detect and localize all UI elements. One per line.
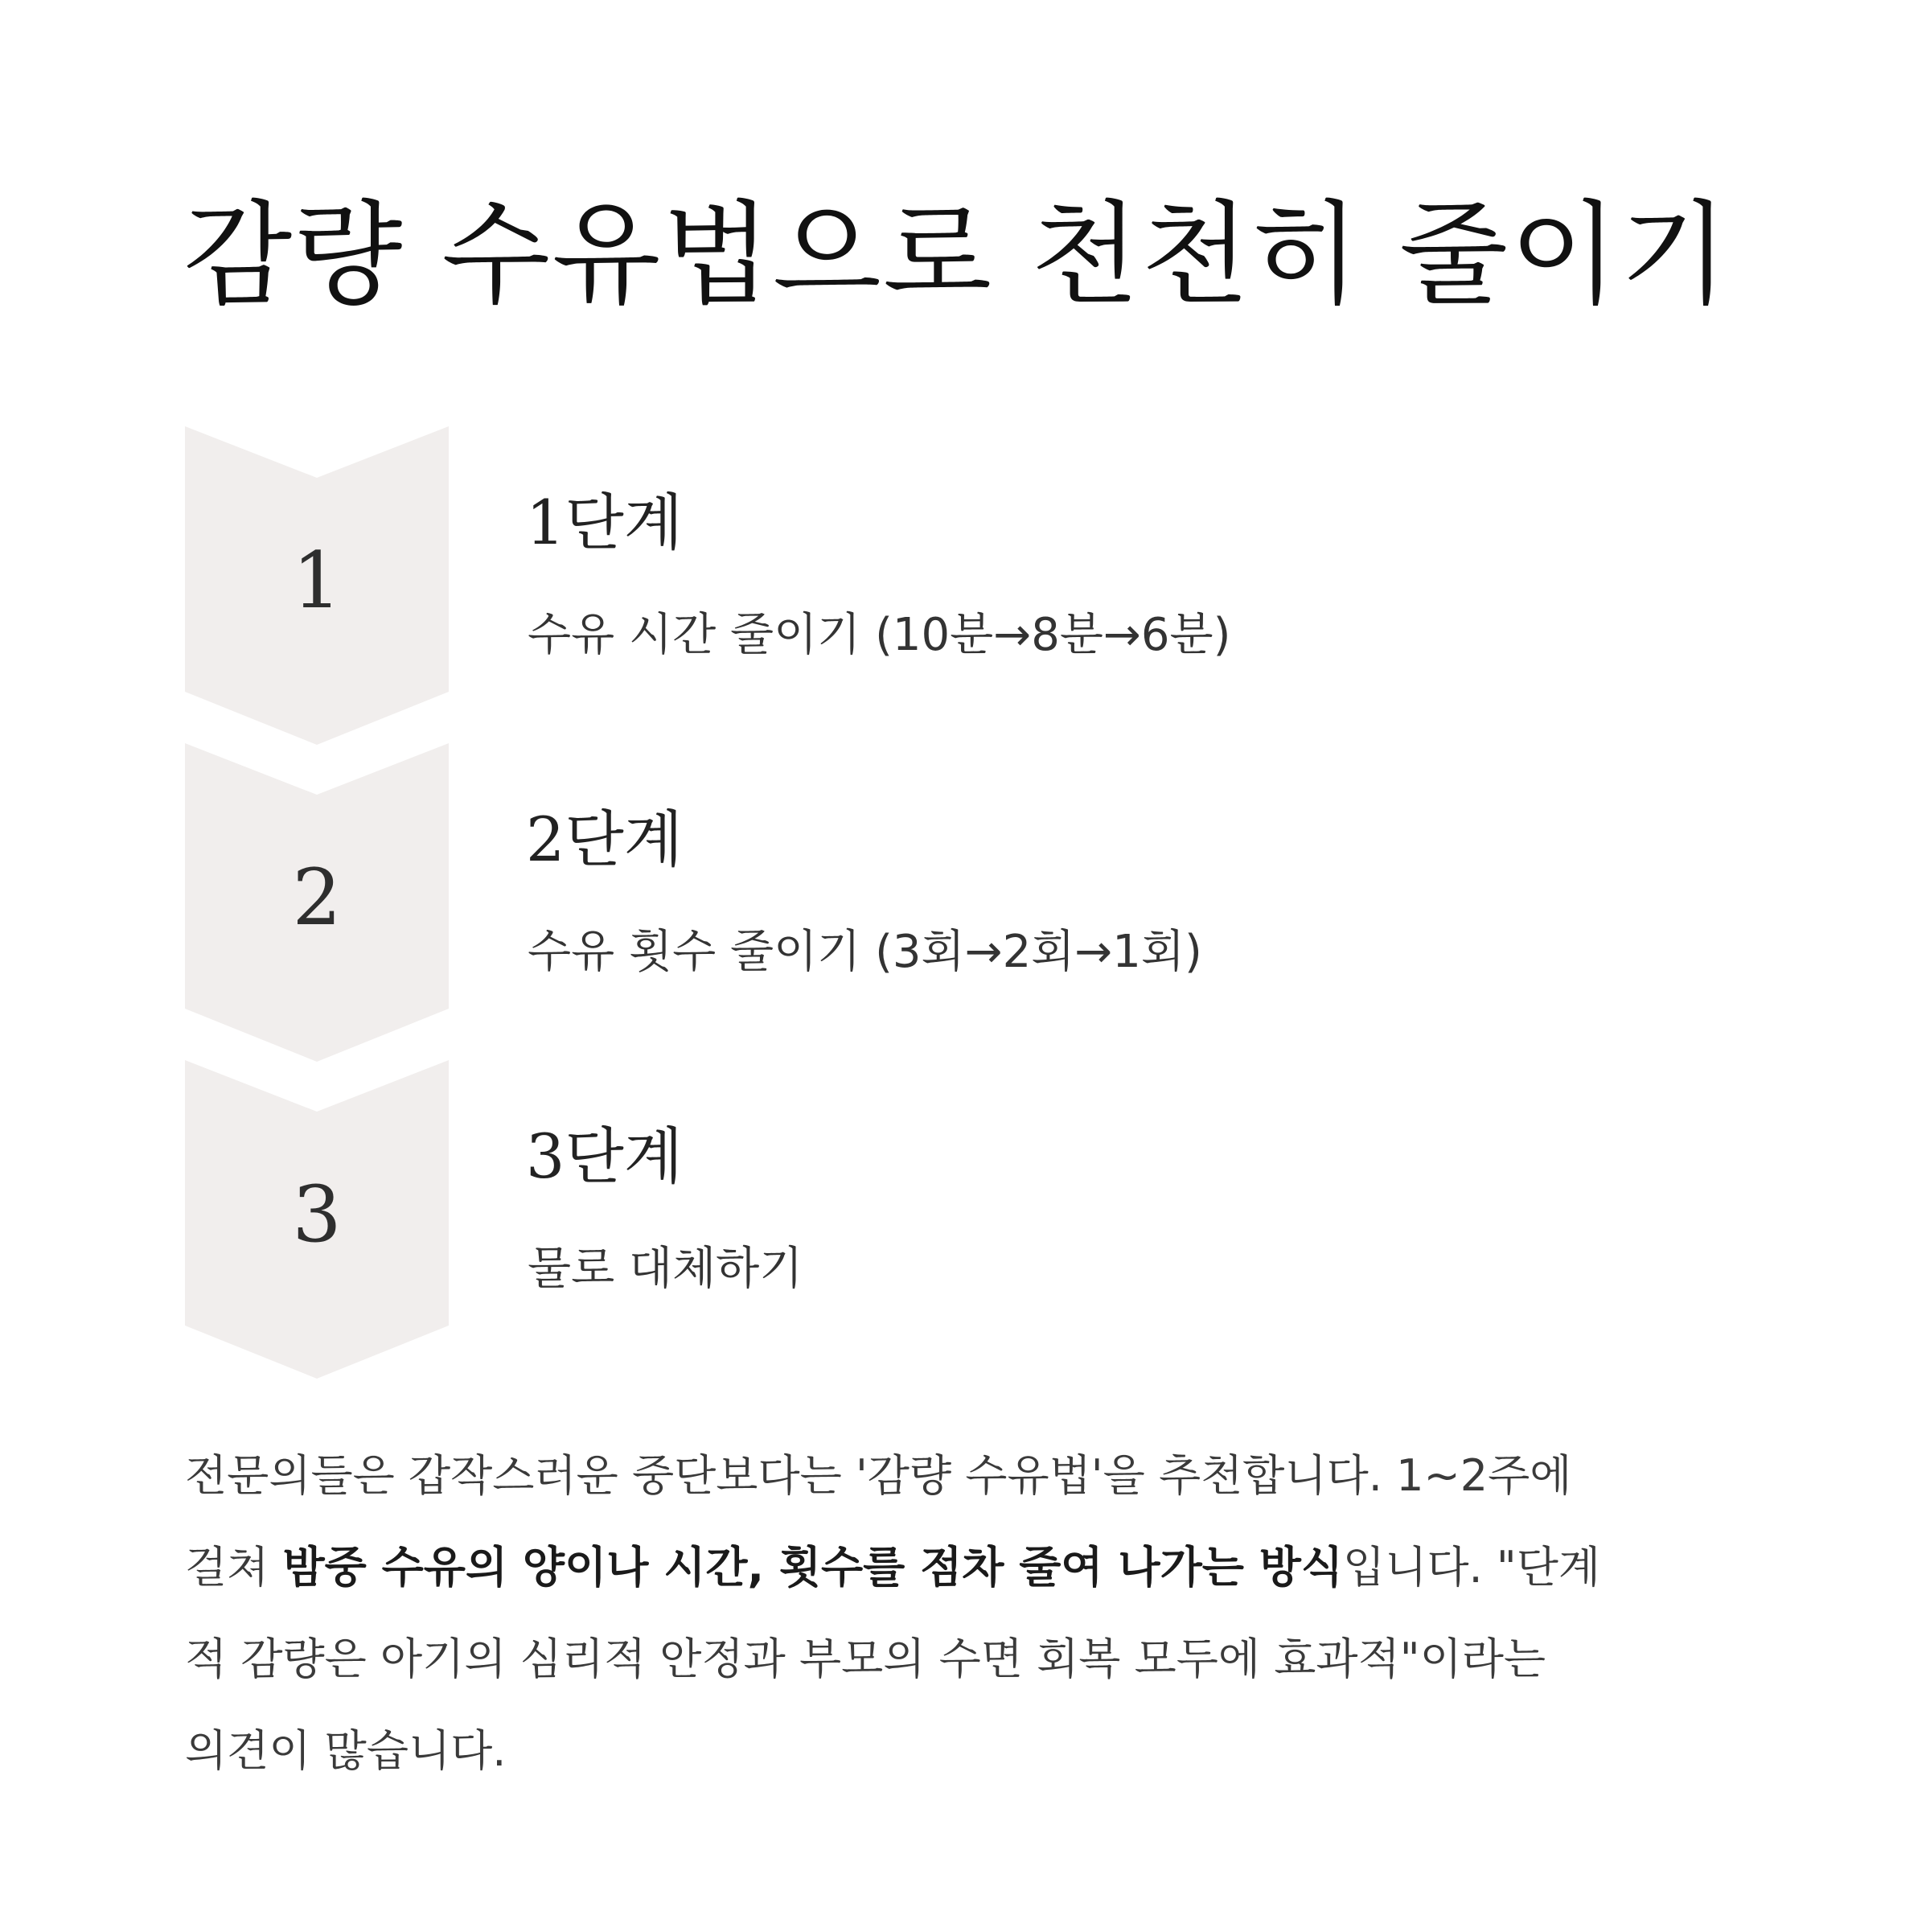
step-1-title: 1단계 xyxy=(526,487,684,558)
step-1-chevron xyxy=(185,426,449,745)
step-2-number: 2 xyxy=(292,853,342,943)
paragraph-line-3: 적 감량은 아기의 심리적 안정과 부모의 수면 회복 모두에 효과적"이라는 xyxy=(185,1634,1546,1684)
paragraph-line-1: 전문의들은 갑작스러운 중단보다는 '감량 수유법'을 추천합니다. 1~2주에 xyxy=(185,1450,1572,1501)
summary-paragraph xyxy=(185,1430,1761,1797)
paragraph-line-2-end: 입니다. "단계 xyxy=(1343,1542,1601,1593)
step-3-number: 3 xyxy=(292,1169,342,1260)
step-3-chevron xyxy=(185,1060,449,1379)
paragraph-highlight: 밤중 수유의 양이나 시간, 횟수를 점차 줄여 나가는 방식 xyxy=(282,1542,1344,1593)
paragraph-line-2 xyxy=(185,1522,1761,1613)
step-1-number: 1 xyxy=(292,536,342,626)
paragraph-line-2-start: 걸쳐 xyxy=(185,1542,283,1593)
step-2-chevron xyxy=(185,743,449,1062)
paragraph-line-4: 의견이 많습니다. xyxy=(185,1725,507,1776)
page-title: 감량 수유법으로 천천히 줄이기 xyxy=(183,190,1731,321)
step-2-description: 수유 횟수 줄이기 (3회→2회→1회) xyxy=(528,926,1202,978)
step-3-description: 물로 대체하기 xyxy=(528,1243,803,1295)
step-2-title: 2단계 xyxy=(526,804,684,875)
step-1-description: 수유 시간 줄이기 (10분→8분→6분) xyxy=(528,609,1231,661)
step-3-title: 3단계 xyxy=(526,1120,684,1192)
